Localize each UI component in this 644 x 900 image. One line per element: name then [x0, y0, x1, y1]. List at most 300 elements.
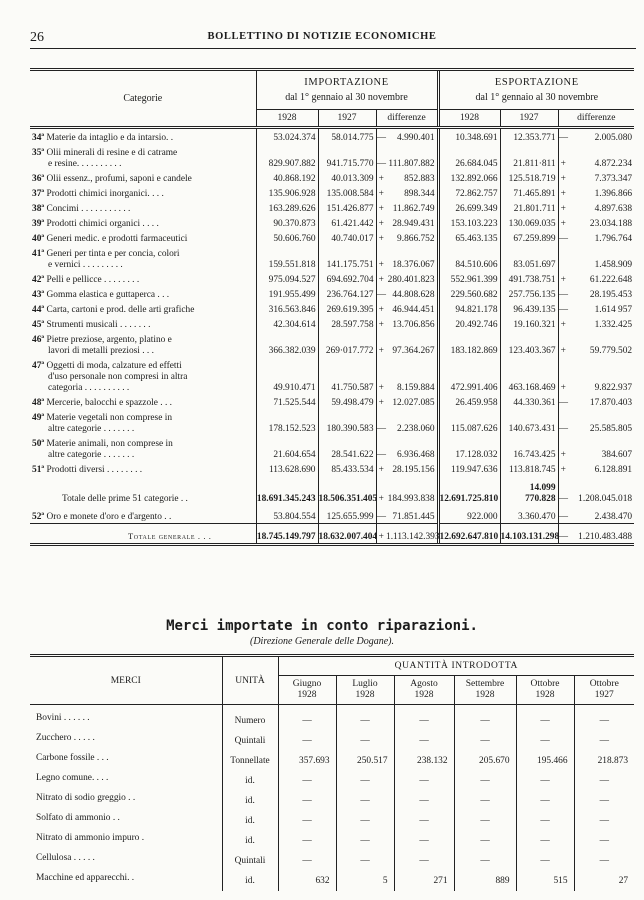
month-name: Ottobre — [530, 679, 560, 689]
export-1928: 10.348.691 — [438, 128, 500, 145]
export-diff-sign: + — [558, 200, 568, 215]
unita-cell: Tonnellate — [222, 751, 278, 771]
import-1928: 53.024.374 — [256, 128, 318, 145]
export-difference: 2.438.470 — [568, 505, 634, 524]
category-number: 40ª — [32, 234, 45, 244]
unita-cell: id. — [222, 871, 278, 891]
export-difference: 1.396.866 — [594, 189, 633, 199]
category-label — [30, 316, 256, 331]
import-diff-sign: — — [376, 128, 386, 145]
category-label — [30, 230, 256, 245]
merce-name: Cellulosa . . . . . — [36, 853, 95, 863]
import-1927: 269·017.772 — [318, 331, 376, 357]
export-difference: 17.870.403 — [589, 398, 633, 408]
merce-row — [30, 791, 634, 811]
import-1927: 61.421.442 — [318, 215, 376, 230]
category-number: 37ª — [32, 189, 45, 199]
export-1928: 65.463.135 — [438, 230, 500, 245]
category-text-line: Gomma elastica e guttaperca . . . — [46, 290, 170, 300]
month-header — [278, 676, 336, 705]
trade-table — [30, 68, 634, 546]
merce-row — [30, 731, 634, 751]
category-label — [30, 200, 256, 215]
import-1927: 28.597.758 — [318, 316, 376, 331]
export-1927: 3.360.470 — [500, 505, 558, 524]
quantity-cell: — — [574, 851, 634, 871]
quantity-cell: — — [454, 771, 516, 791]
import-diff-sign: + — [376, 331, 386, 357]
category-number: 41ª — [32, 249, 45, 259]
import-1928: 18.745.149.797 — [256, 524, 318, 545]
export-1928: 119.947.636 — [438, 461, 500, 476]
merce-row — [30, 771, 634, 791]
import-difference: 97.364.267 — [392, 346, 435, 356]
quantity-cell: 195.466 — [516, 751, 574, 771]
quantity-cell: — — [454, 851, 516, 871]
category-label — [30, 185, 256, 200]
category-text-line: Materie vegetali non comprese in — [46, 413, 173, 423]
import-difference: 184.993.838 — [387, 494, 435, 504]
merce-row — [30, 851, 634, 871]
quantity-cell: 5 — [336, 871, 394, 891]
export-difference: 1.332.425 — [594, 320, 633, 330]
export-1928: 17.128.032 — [438, 435, 500, 461]
quantity-cell: — — [394, 771, 454, 791]
quantity-cell: — — [278, 771, 336, 791]
import-difference: 11.862.749 — [392, 204, 435, 214]
import-difference: 12.027.085 — [392, 398, 435, 408]
import-year-1928: 1928 — [256, 110, 318, 128]
import-difference: 9.866.752 — [397, 234, 435, 244]
page-number: 26 — [30, 30, 44, 45]
merce-cell — [30, 731, 222, 751]
category-text-line: altre categorie . . . . . . . — [48, 450, 135, 460]
export-diff-sign: — — [558, 409, 568, 435]
trade-table-body — [30, 128, 634, 477]
category-number: 49ª — [32, 413, 45, 423]
col-categorie: Categorie — [30, 70, 256, 128]
import-diff-sign: — — [376, 144, 386, 170]
import-difference: 6.936.468 — [397, 450, 435, 460]
import-1927: 40.740.017 — [318, 230, 376, 245]
total-text: Oro e monete d'oro e d'argento . . — [46, 512, 172, 522]
export-1927: 67.259.899 — [500, 230, 558, 245]
export-differenze: differenze — [558, 110, 634, 128]
export-diff-sign: — — [558, 230, 568, 245]
quantity-cell: — — [336, 811, 394, 831]
import-1927: 18.506.351.405 — [318, 476, 376, 505]
category-row — [30, 461, 634, 476]
export-1928: 84.510.606 — [438, 245, 500, 271]
import-1927: 125.655.999 — [318, 505, 376, 524]
total-label — [30, 524, 256, 545]
category-text-line: Mercerie, balocchi e spazzole . . . — [46, 398, 172, 408]
export-1928: 472.991.406 — [438, 357, 500, 394]
import-diff-sign: — — [376, 409, 386, 435]
import-1928: 49.910.471 — [256, 357, 318, 394]
section-title: Merci importate in conto riparazioni. — [166, 618, 478, 634]
col-unita: UNITÀ — [222, 656, 278, 705]
category-text-line: categoria . . . . . . . . . . — [48, 383, 130, 393]
export-year-1928: 1928 — [438, 110, 500, 128]
export-diff-sign: — — [558, 524, 568, 545]
category-label — [30, 435, 256, 461]
quantity-cell: — — [574, 771, 634, 791]
export-diff-sign: + — [558, 435, 568, 461]
quantity-cell: — — [574, 731, 634, 751]
category-label — [30, 271, 256, 286]
export-1928: 132.892.066 — [438, 170, 500, 185]
quantity-cell: — — [454, 705, 516, 732]
category-number: 46ª — [32, 335, 45, 345]
import-difference: 1.113.142.393 — [386, 524, 438, 545]
import-1927: 180.390.583 — [318, 409, 376, 435]
quantity-cell: — — [278, 731, 336, 751]
export-1927: 71.465.891 — [500, 185, 558, 200]
category-text-line: e vernici . . . . . . . . . — [48, 260, 123, 270]
category-label — [30, 245, 256, 271]
merce-name: Zucchero . . . . . — [36, 733, 95, 743]
category-label — [30, 170, 256, 185]
export-diff-sign: + — [558, 185, 568, 200]
month-name: Ottobre — [589, 679, 619, 689]
quantity-cell: 515 — [516, 871, 574, 891]
import-difference: 111.807.882 — [388, 159, 435, 169]
unita-cell: Numero — [222, 705, 278, 732]
category-label — [30, 301, 256, 316]
unita-cell: id. — [222, 811, 278, 831]
export-1927: 96.439.135 — [500, 301, 558, 316]
category-text-line: Generi medic. e prodotti farmaceutici — [46, 234, 188, 244]
export-difference: 59.779.502 — [589, 346, 633, 356]
quantity-cell: — — [278, 791, 336, 811]
export-difference: 2.005.080 — [594, 133, 633, 143]
total-label — [30, 476, 256, 505]
export-1928: 12.691.725.810 — [438, 476, 500, 505]
category-number: 44ª — [32, 305, 45, 315]
merce-cell — [30, 831, 222, 851]
import-year-1927: 1927 — [318, 110, 376, 128]
quantity-cell: 250.517 — [336, 751, 394, 771]
quantity-cell: — — [516, 791, 574, 811]
export-1928: 229.560.682 — [438, 286, 500, 301]
quantity-cell: — — [278, 705, 336, 732]
category-label — [30, 128, 256, 145]
quantity-cell: — — [516, 705, 574, 732]
merce-name: Solfato di ammonio . . — [36, 813, 120, 823]
merce-name: Carbone fossile . . . — [36, 753, 109, 763]
header-rule — [30, 48, 636, 49]
category-text-line: altre categorie . . . . . . . — [48, 424, 135, 434]
category-row — [30, 245, 634, 271]
import-difference: 2.238.060 — [397, 424, 435, 434]
category-row — [30, 128, 634, 145]
import-difference: 28.949.431 — [392, 219, 435, 229]
category-label — [30, 394, 256, 409]
export-1927: 16.743.425 — [500, 435, 558, 461]
import-1928: 135.906.928 — [256, 185, 318, 200]
import-difference: 8.159.884 — [397, 383, 435, 393]
category-number: 47ª — [32, 361, 45, 371]
import-1928: 366.382.039 — [256, 331, 318, 357]
trade-table-totals — [30, 476, 634, 545]
month-year: 1928 — [475, 690, 495, 700]
export-1927: 21.801.711 — [500, 200, 558, 215]
quantity-cell: — — [278, 831, 336, 851]
quantity-cell: 238.132 — [394, 751, 454, 771]
category-number: 45ª — [32, 320, 45, 330]
quantity-cell: — — [516, 851, 574, 871]
total-row — [30, 505, 634, 524]
category-label — [30, 331, 256, 357]
import-1928: 113.628.690 — [256, 461, 318, 476]
import-1927: 59.498.479 — [318, 394, 376, 409]
category-row — [30, 301, 634, 316]
quantity-cell: — — [454, 731, 516, 751]
month-name: Luglio — [352, 679, 378, 689]
quantity-cell: 27 — [574, 871, 634, 891]
category-text-line: Prodotti chimici organici . . . . — [46, 219, 159, 229]
merce-cell — [30, 791, 222, 811]
import-1928: 178.152.523 — [256, 409, 318, 435]
category-text-line: Strumenti musicali . . . . . . . — [46, 320, 151, 330]
quantity-cell: 218.873 — [574, 751, 634, 771]
import-1928: 90.370.873 — [256, 215, 318, 230]
import-1927: 151.426.877 — [318, 200, 376, 215]
import-difference: 71.851.445 — [386, 505, 438, 524]
month-header — [516, 676, 574, 705]
export-1927: 44.330.361 — [500, 394, 558, 409]
running-title: BOLLETTINO DI NOTIZIE ECONOMICHE — [207, 31, 437, 42]
export-difference: 28.195.453 — [589, 290, 633, 300]
quantity-cell: — — [394, 791, 454, 811]
quantity-cell: — — [454, 791, 516, 811]
quantity-cell: — — [574, 791, 634, 811]
export-difference: 1.796.764 — [594, 234, 633, 244]
category-number: 36ª — [32, 174, 45, 184]
merce-name: Legno comune. . . . — [36, 773, 109, 783]
category-text-line: e resine. . . . . . . . . . — [48, 159, 122, 169]
unita-cell: id. — [222, 791, 278, 811]
category-text-line: Pietre preziose, argento, platino e — [46, 335, 172, 345]
month-header — [454, 676, 516, 705]
category-number: 43ª — [32, 290, 45, 300]
export-diff-sign: — — [558, 286, 568, 301]
export-1928: 72.862.757 — [438, 185, 500, 200]
merce-name: Bovini . . . . . . — [36, 713, 90, 723]
export-diff-sign: — — [558, 128, 568, 145]
category-label — [30, 286, 256, 301]
import-difference: 13.706.856 — [392, 320, 435, 330]
month-name: Settembre — [465, 679, 505, 689]
month-year: 1928 — [355, 690, 375, 700]
merce-name: Nitrato di sodio greggio . . — [36, 793, 136, 803]
category-text-line: Concimi . . . . . . . . . . . — [46, 204, 131, 214]
quantity-cell: — — [516, 831, 574, 851]
export-1927: 113.818.745 — [500, 461, 558, 476]
category-number: 38ª — [32, 204, 45, 214]
export-1927: 14.099 770.828 — [500, 476, 558, 505]
month-year: 1927 — [594, 690, 614, 700]
total-text: Totale delle prime 51 categorie . . — [62, 494, 188, 504]
category-text-line: Olii minerali di resine e di catrame — [46, 148, 178, 158]
import-1928: 21.604.654 — [256, 435, 318, 461]
import-1927: 58.014.775 — [318, 128, 376, 145]
import-1927: 28.541.622 — [318, 435, 376, 461]
export-1927: 21.811·811 — [500, 144, 558, 170]
quantity-cell: — — [516, 771, 574, 791]
import-diff-sign: + — [376, 357, 386, 394]
export-diff-sign: + — [558, 357, 568, 394]
category-text-line: Carta, cartoni e prod. delle arti grafiche — [46, 305, 195, 315]
import-diff-sign: + — [376, 170, 386, 185]
category-row — [30, 215, 634, 230]
export-diff-sign — [558, 245, 568, 271]
category-number: 42ª — [32, 275, 45, 285]
export-1927: 257.756.135 — [500, 286, 558, 301]
category-row — [30, 185, 634, 200]
import-difference: 44.808.628 — [392, 290, 435, 300]
export-diff-sign: — — [558, 301, 568, 316]
quantity-cell: — — [394, 731, 454, 751]
total-text: Totale generale . . . — [128, 531, 212, 541]
total-label — [30, 505, 256, 524]
export-1928: 26.699.349 — [438, 200, 500, 215]
quantity-cell: — — [574, 705, 634, 732]
import-differenze: differenze — [376, 110, 438, 128]
total-number: 52ª — [32, 512, 45, 522]
export-difference: 1.208.045.018 — [578, 494, 633, 504]
import-diff-sign: — — [376, 286, 386, 301]
export-diff-sign: + — [558, 215, 568, 230]
import-1927: 269.619.395 — [318, 301, 376, 316]
quantity-cell: — — [278, 851, 336, 871]
import-diff-sign: — — [376, 505, 386, 524]
import-1927: 941.715.770 — [318, 144, 376, 170]
category-row — [30, 200, 634, 215]
merce-row — [30, 831, 634, 851]
export-difference: 25.585.805 — [589, 424, 633, 434]
import-1928: 40.868.192 — [256, 170, 318, 185]
export-difference: 1.614 957 — [594, 305, 633, 315]
quantity-cell: — — [336, 731, 394, 751]
import-diff-sign: + — [376, 271, 386, 286]
quantity-cell: — — [394, 851, 454, 871]
category-text-line: lavori di metalli preziosi . . . — [48, 346, 154, 356]
merce-row — [30, 811, 634, 831]
unita-cell: Quintali — [222, 731, 278, 751]
quantity-cell: — — [394, 705, 454, 732]
esportazione-header: ESPORTAZIONE — [438, 70, 634, 89]
merce-cell — [30, 705, 222, 732]
import-diff-sign: + — [376, 245, 386, 271]
quantity-cell: — — [336, 791, 394, 811]
import-diff-sign: + — [376, 524, 386, 545]
quantity-cell: — — [516, 731, 574, 751]
quantity-cell: — — [516, 811, 574, 831]
import-1927: 85.433.534 — [318, 461, 376, 476]
quantity-cell: — — [574, 831, 634, 851]
category-text-line: Generi per tinta e per concia, colori — [46, 249, 180, 259]
export-1928: 94.821.178 — [438, 301, 500, 316]
category-row — [30, 357, 634, 394]
export-difference: 1.458.909 — [594, 260, 633, 270]
category-text-line: Oggetti di moda, calzature ed effetti — [46, 361, 182, 371]
import-1928: 18.691.345.243 — [256, 476, 318, 505]
month-header — [574, 676, 634, 705]
category-row — [30, 170, 634, 185]
export-difference: 23.034.188 — [589, 219, 633, 229]
category-row — [30, 331, 634, 357]
export-1928: 20.492.746 — [438, 316, 500, 331]
import-1927: 141.175.751 — [318, 245, 376, 271]
quantity-cell: — — [336, 831, 394, 851]
export-1927: 140.673.431 — [500, 409, 558, 435]
quantity-cell: 632 — [278, 871, 336, 891]
import-diff-sign: + — [376, 316, 386, 331]
import-diff-sign: + — [376, 185, 386, 200]
export-1927: 19.160.321 — [500, 316, 558, 331]
month-year: 1928 — [297, 690, 317, 700]
category-row — [30, 230, 634, 245]
category-label — [30, 215, 256, 230]
export-diff-sign: + — [558, 170, 568, 185]
repairs-table — [30, 654, 634, 891]
merce-name: Nitrato di ammonio impuro . — [36, 833, 145, 843]
month-name: Agosto — [410, 679, 438, 689]
unita-cell: Quintali — [222, 851, 278, 871]
unita-cell: id. — [222, 831, 278, 851]
export-1927: 14.103.131.298 — [500, 524, 558, 545]
merce-row — [30, 751, 634, 771]
category-text-line: Materie da intaglio e da intarsio. . — [46, 133, 174, 143]
category-row — [30, 144, 634, 170]
import-1927: 236.764.127 — [318, 286, 376, 301]
import-1928: 316.563.846 — [256, 301, 318, 316]
quantity-cell: — — [336, 705, 394, 732]
import-1927: 40.013.309 — [318, 170, 376, 185]
import-difference: 852.883 — [404, 174, 435, 184]
export-year-1927: 1927 — [500, 110, 558, 128]
total-row — [30, 476, 634, 505]
export-difference: 384.607 — [601, 450, 633, 460]
month-year: 1928 — [535, 690, 555, 700]
import-difference: 46.944.451 — [392, 305, 435, 315]
quantity-cell: — — [394, 811, 454, 831]
import-1927: 135.008.584 — [318, 185, 376, 200]
import-1928: 829.907.882 — [256, 144, 318, 170]
import-difference: 4.990.401 — [397, 133, 435, 143]
export-1927: 130.069.035 — [500, 215, 558, 230]
month-year: 1928 — [414, 690, 434, 700]
category-number: 35ª — [32, 148, 45, 158]
export-1928: 552.961.399 — [438, 271, 500, 286]
category-text-line: Prodotti diversi . . . . . . . . — [46, 465, 143, 475]
import-1928: 159.551.818 — [256, 245, 318, 271]
unita-cell: id. — [222, 771, 278, 791]
import-1928: 53.804.554 — [256, 505, 318, 524]
import-difference: 898.344 — [404, 189, 435, 199]
import-diff-sign: + — [376, 476, 386, 505]
import-diff-sign: + — [376, 394, 386, 409]
quantity-cell: 357.693 — [278, 751, 336, 771]
category-row — [30, 316, 634, 331]
export-difference: 4.897.638 — [594, 204, 633, 214]
export-difference: 61.222.648 — [589, 275, 633, 285]
merce-row — [30, 705, 634, 732]
import-diff-sign: + — [376, 461, 386, 476]
quantity-cell: — — [454, 811, 516, 831]
